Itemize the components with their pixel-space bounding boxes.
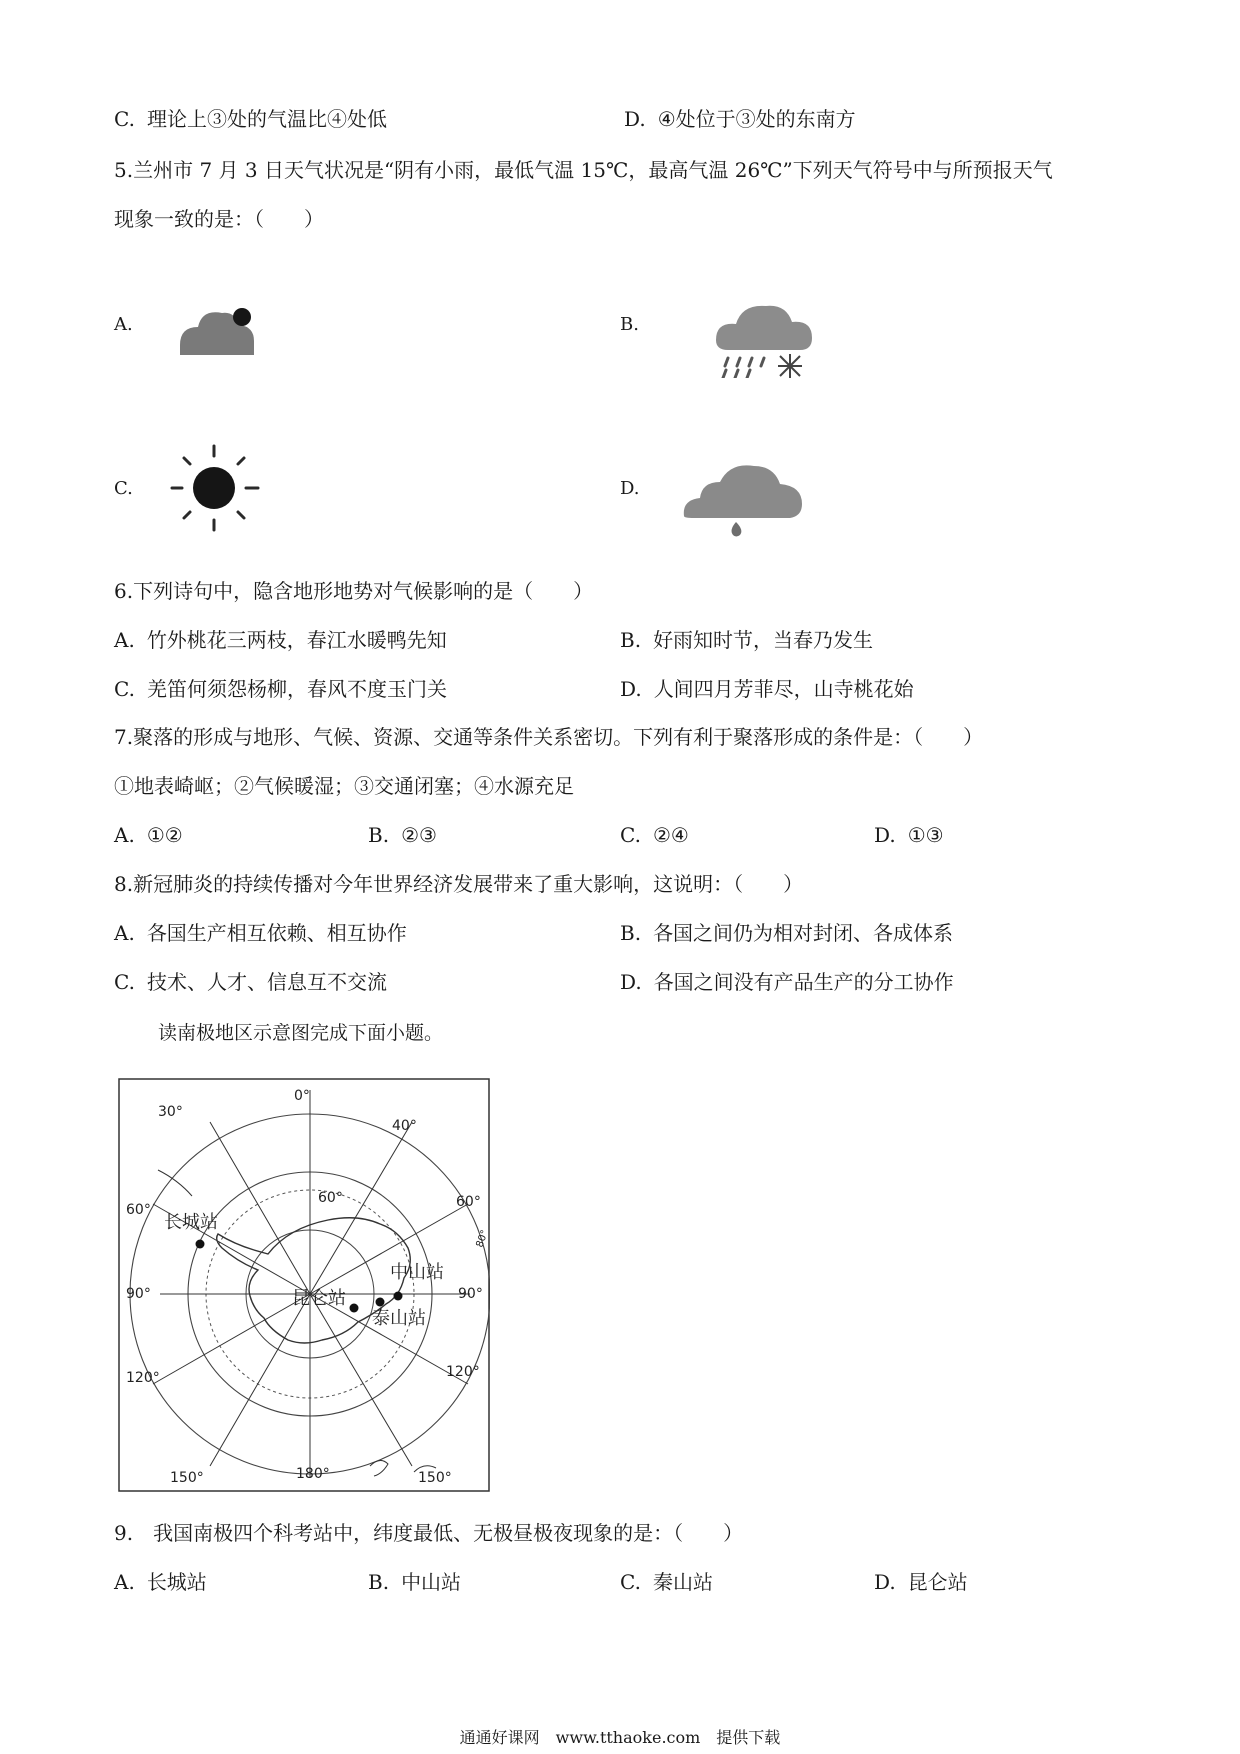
antarctica-map (118, 1078, 490, 1492)
q5-option-a-key: A. (114, 314, 133, 335)
option-key: B. (368, 823, 390, 847)
q9-stem: 9. 我国南极四个科考站中，纬度最低、无极昼极夜现象的是：（ ） (114, 1521, 744, 1545)
q8-option-c (114, 969, 387, 995)
option-key: C. (620, 1570, 641, 1594)
option-text: ②④ (652, 823, 689, 847)
lon-40-label: 40° (392, 1118, 417, 1134)
lon-30-label: 30° (158, 1104, 183, 1120)
map-intro: 读南极地区示意图完成下面小题。 (158, 1022, 444, 1044)
overcast-light-rain-icon (680, 456, 806, 542)
option-text: 各国生产相互依赖、相互协作 (146, 921, 407, 945)
q9-option-a (114, 1569, 207, 1595)
option-text: ①② (146, 823, 183, 847)
option-key: B. (368, 1570, 390, 1594)
option-text: 竹外桃花三两枝，春江水暖鸭先知 (146, 628, 447, 652)
option-text: 秦山站 (652, 1570, 713, 1594)
option-text: 各国之间没有产品生产的分工协作 (653, 970, 954, 994)
option-text: 好雨知时节，当春乃发生 (653, 628, 874, 652)
q5-option-b-key: B. (620, 314, 639, 335)
option-text: 人间四月芳菲尽，山寺桃花始 (653, 677, 914, 701)
option-text: 长城站 (146, 1570, 207, 1594)
option-key: D. (620, 970, 642, 994)
lat-80-label: 80° (474, 1228, 490, 1250)
q6-option-a (114, 627, 447, 653)
option-key: D. (620, 677, 642, 701)
lon-0-label: 0° (294, 1088, 310, 1104)
kunlun-station-label: 昆仑站 (292, 1288, 346, 1309)
option-key: C. (620, 823, 641, 847)
option-text: 理论上③处的气温比④处低 (146, 107, 387, 131)
changcheng-station-label: 长城站 (164, 1212, 218, 1233)
lon-90e-label: 90° (458, 1286, 483, 1302)
lon-180-label: 180° (296, 1466, 330, 1482)
q4-option-d (624, 106, 856, 132)
q9-option-b (368, 1569, 461, 1595)
option-key: D. (874, 1570, 896, 1594)
taishan-station-label: 泰山站 (372, 1308, 426, 1329)
option-text: ④处位于③处的东南方 (657, 107, 856, 131)
q7-option-c (620, 822, 689, 848)
option-text: 各国之间仍为相对封闭、各成体系 (653, 921, 954, 945)
q5-option-d-key: D. (620, 478, 640, 499)
lon-60e-label: 60° (456, 1194, 481, 1210)
option-key: B. (620, 628, 642, 652)
q7-option-a (114, 822, 183, 848)
kunlun-station-marker (350, 1304, 359, 1313)
option-key: A. (114, 823, 135, 847)
lon-150w-label: 150° (170, 1470, 204, 1486)
q6-option-b (620, 627, 873, 653)
lon-150e-label: 150° (418, 1470, 452, 1486)
option-key: B. (620, 921, 642, 945)
q8-option-b (620, 920, 953, 946)
lon-60w-label: 60° (126, 1202, 151, 1218)
q5-stem-line1: 5.兰州市 7 月 3 日天气状况是“阴有小雨，最低气温 15℃，最高气温 26℃”下列天气符号中与所预报天气 (114, 158, 1053, 182)
cloudy-with-sun-icon (172, 275, 262, 363)
rain-and-snow-icon (710, 296, 820, 382)
q6-option-c (114, 676, 447, 702)
q7-option-d (874, 822, 944, 848)
option-key: A. (114, 921, 135, 945)
zhongshan-station-marker (394, 1292, 403, 1301)
changcheng-station-marker (196, 1240, 205, 1249)
option-text: ①③ (907, 823, 944, 847)
q5-option-c-key: C. (114, 478, 133, 499)
option-key: A. (114, 1570, 135, 1594)
option-key: C. (114, 107, 135, 131)
option-key: C. (114, 970, 135, 994)
option-text: 中山站 (401, 1570, 462, 1594)
option-key: D. (624, 107, 646, 131)
lon-120w-label: 120° (126, 1370, 160, 1386)
q9-option-d (874, 1569, 968, 1595)
taishan-station-marker (376, 1298, 385, 1307)
q7-stem: 7.聚落的形成与地形、气候、资源、交通等条件关系密切。下列有利于聚落形成的条件是：（ ） (114, 725, 984, 749)
lat-60-label: 60° (318, 1190, 343, 1206)
q6-option-d (620, 676, 914, 702)
q4-option-c (114, 106, 387, 132)
lon-120e-label: 120° (446, 1364, 480, 1380)
q9-option-c (620, 1569, 713, 1595)
option-text: 技术、人才、信息互不交流 (146, 970, 387, 994)
option-text: 昆仑站 (907, 1570, 968, 1594)
page-footer: 通通好课网 www.tthaoke.com 提供下载 (459, 1728, 781, 1747)
option-text: 羌笛何须怨杨柳，春风不度玉门关 (146, 677, 447, 701)
option-key: C. (114, 677, 135, 701)
q7-conditions: ①地表崎岖；②气候暖湿；③交通闭塞；④水源充足 (114, 774, 574, 798)
q6-stem: 6.下列诗句中，隐含地形地势对气候影响的是（ ） (114, 579, 594, 603)
q8-stem: 8.新冠肺炎的持续传播对今年世界经济发展带来了重大影响，这说明：（ ） (114, 872, 804, 896)
lon-90w-label: 90° (126, 1286, 151, 1302)
option-key: D. (874, 823, 896, 847)
q8-option-a (114, 920, 407, 946)
option-text: ②③ (401, 823, 437, 847)
sunny-icon (166, 440, 266, 536)
q7-option-b (368, 822, 437, 848)
q5-stem-line2: 现象一致的是：（ ） (114, 207, 324, 231)
zhongshan-station-label: 中山站 (390, 1262, 444, 1283)
option-key: A. (114, 628, 135, 652)
q8-option-d (620, 969, 954, 995)
